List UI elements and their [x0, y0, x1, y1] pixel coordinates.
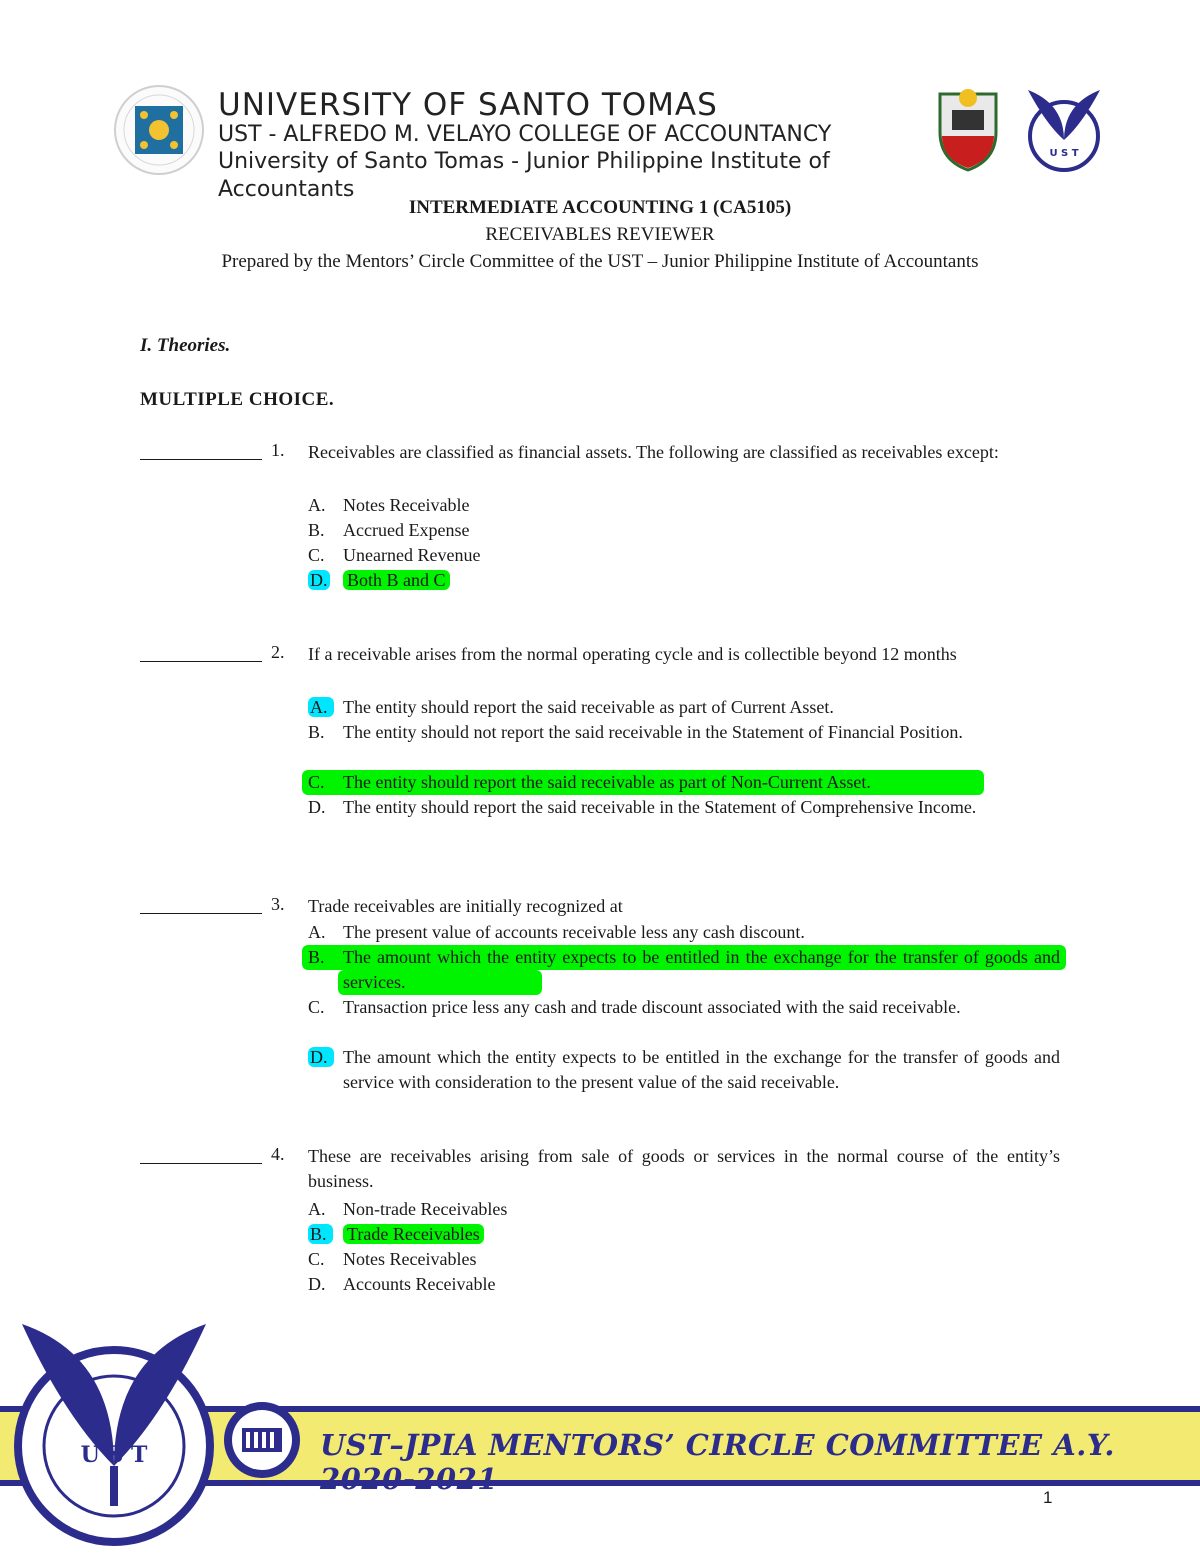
option-item-highlighted: B. Trade Receivables — [308, 1222, 1060, 1247]
organization-name: University of Santo Tomas - Junior Philippine Institute of Accountants — [218, 149, 830, 202]
option-item: A. Non-trade Receivables — [308, 1199, 508, 1219]
jpia-logo-footer — [4, 1316, 224, 1548]
option-item: C. Notes Receivables — [308, 1249, 477, 1269]
jpia-logo-letters: U S T — [80, 1442, 148, 1468]
option-item-highlighted: A. The entity should report the said receivable as part of Current Asset. — [310, 697, 834, 717]
jpia-logo-letters: U S T — [1049, 148, 1079, 159]
question-text: If a receivable arises from the normal operating cycle and is collectible beyond 12 months — [308, 644, 957, 664]
question-text: Trade receivables are initially recognized at — [308, 896, 623, 916]
option-item: C. Transaction price less any cash and trade discount associated with the said receivable. — [308, 997, 961, 1017]
section-heading: I. Theories. — [140, 335, 231, 356]
option-item-highlighted: C. The entity should report the said receivable as part of Non-Current Asset. — [308, 770, 1060, 795]
option-item: D. Accounts Receivable — [308, 1274, 496, 1294]
option-item: B. Accrued Expense — [308, 520, 470, 540]
option-item-highlighted: D. Both B and C — [308, 568, 1060, 593]
ust-round-seal — [222, 1400, 302, 1480]
answer-blank-3[interactable] — [140, 913, 262, 914]
prepared-by: Prepared by the Mentors’ Circle Committee of the UST – Junior Philippine Institute of Accountants — [221, 251, 979, 272]
option-item: C. Unearned Revenue — [308, 545, 481, 565]
question-text: These are receivables arising from sale of goods or services in the normal course of the entity’s business. — [308, 1146, 1060, 1191]
footer-title: UST–JPIA MENTORS’ CIRCLE COMMITTEE A.Y. 2020-2021 — [320, 1428, 1115, 1496]
university-header — [218, 88, 938, 204]
answer-blank-2[interactable] — [140, 661, 262, 662]
answer-blank-4[interactable] — [140, 1163, 262, 1164]
reviewer-subject: RECEIVABLES REVIEWER — [485, 224, 715, 245]
college-name: UST - ALFREDO M. VELAYO COLLEGE OF ACCOUNTANCY — [218, 122, 832, 147]
question-number: 1. — [271, 440, 285, 460]
question-number: 4. — [271, 1144, 285, 1164]
option-item: A. The present value of accounts receivable less any cash discount. — [308, 922, 805, 942]
question-number: 2. — [271, 642, 285, 662]
ust-seal-logo — [113, 84, 205, 176]
option-item-highlighted: D. The amount which the entity expects to be entitled in the exchange for the transfer of goods and service with consideration to the present value of the said receivable. — [310, 1047, 1060, 1092]
university-name: UNIVERSITY OF SANTO TOMAS — [218, 87, 718, 123]
page-number: 1 — [1043, 1488, 1053, 1507]
college-shield-logo — [934, 80, 1002, 172]
option-item-highlighted: B. The amount which the entity expects to be entitled in the exchange for the transfer of goods and services. — [308, 945, 1060, 995]
jpia-logo-header — [1018, 84, 1110, 176]
subsection-heading: MULTIPLE CHOICE. — [140, 389, 335, 410]
option-item: D. The entity should report the said receivable in the Statement of Comprehensive Income. — [308, 797, 977, 817]
option-item: B. The entity should not report the said receivable in the Statement of Financial Position. — [308, 722, 963, 742]
course-title: INTERMEDIATE ACCOUNTING 1 (CA5105) — [408, 197, 792, 218]
question-number: 3. — [271, 894, 285, 914]
option-item: A. Notes Receivable — [308, 495, 470, 515]
answer-blank-1[interactable] — [140, 459, 262, 460]
question-text: Receivables are classified as financial assets. The following are classified as receivables except: — [308, 442, 999, 462]
